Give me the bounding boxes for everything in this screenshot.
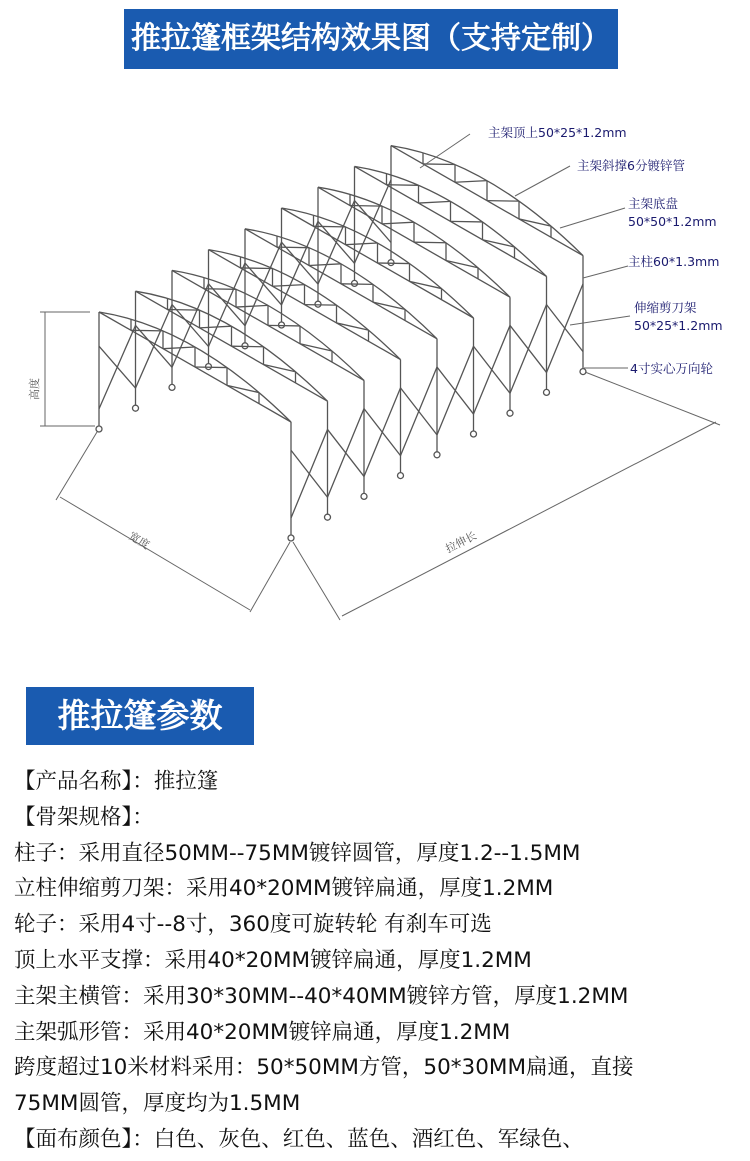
truss-diagonal xyxy=(168,310,200,311)
wheel xyxy=(434,452,440,458)
truss-diagonal xyxy=(455,181,487,183)
title-banner: 推拉篷框架结构效果图（支持定制） xyxy=(124,9,618,69)
truss-diagonal xyxy=(314,226,346,227)
wheel xyxy=(544,389,550,395)
length-dimension-label: 拉伸长 xyxy=(443,529,479,556)
scissor-arm xyxy=(136,305,173,389)
spec-line: 跨度超过10米材料采用：50*50MM方管，50*30MM扁通，直接 xyxy=(14,1055,634,1081)
truss-diagonal xyxy=(305,305,337,306)
scissor-arm xyxy=(209,263,246,347)
label-base-frame: 主架底盘 xyxy=(628,196,679,211)
scissor-arm xyxy=(437,346,474,435)
truss-diagonal xyxy=(346,243,378,245)
scissor-arm xyxy=(245,242,282,326)
truss-diagonal xyxy=(163,347,195,349)
scissor-arm xyxy=(172,284,209,368)
wheel xyxy=(96,426,102,432)
truss-diagonal xyxy=(414,242,446,243)
spec-list xyxy=(14,764,750,1158)
label-scissor-frame-spec: 50*25*1.2mm xyxy=(634,318,723,333)
wheel xyxy=(133,405,139,411)
label-caster-wheel: 4寸实心万向轮 xyxy=(630,361,713,376)
truss-diagonal xyxy=(341,284,373,285)
spec-line: 主架主横管：采用30*30MM--40*40MM镀锌方管，厚度1.2MM xyxy=(14,983,629,1009)
wheel xyxy=(398,473,404,479)
scissor-arm xyxy=(328,409,365,498)
truss-diagonal xyxy=(232,346,264,347)
truss-diagonal xyxy=(277,247,309,248)
truss-diagonal xyxy=(451,221,483,222)
scissor-arm xyxy=(318,201,355,285)
truss-diagonal xyxy=(382,222,414,224)
truss-diagonal xyxy=(419,201,451,203)
scissor-arm xyxy=(510,305,547,394)
width-dimension-label: 宽度 xyxy=(126,529,153,552)
truss-diagonal xyxy=(423,164,455,165)
label-top-beam: 主架顶上50*25*1.2mm xyxy=(488,125,627,140)
label-base-frame-spec: 50*50*1.2mm xyxy=(628,214,717,229)
label-scissor-frame: 伸缩剪刀架 xyxy=(634,300,697,315)
scissor-arm xyxy=(401,367,438,456)
truss-diagonal xyxy=(236,305,268,307)
height-dimension-label: 高度 xyxy=(28,378,41,400)
truss-diagonal xyxy=(268,325,300,326)
truss-diagonal xyxy=(487,201,519,202)
truss-diagonal xyxy=(378,263,410,264)
spec-line: 【面布颜色】：白色、灰色、红色、蓝色、酒红色、军绿色、 xyxy=(14,1126,584,1152)
spec-line: 【产品名称】：推拉篷 xyxy=(14,769,219,794)
scissor-arm xyxy=(282,221,319,305)
truss-diagonal xyxy=(241,268,273,269)
section-title: 推拉篷参数 xyxy=(26,687,254,745)
wheel xyxy=(507,410,513,416)
spec-line: 柱子：采用直径50MM--75MM镀锌圆管，厚度1.2--1.5MM xyxy=(14,840,581,866)
spec-line: 轮子：采用4寸--8寸，360度可旋转轮 有刹车可选 xyxy=(14,912,492,938)
label-main-post: 主柱60*1.3mm xyxy=(628,254,720,269)
wheel xyxy=(471,431,477,437)
truss-diagonal xyxy=(273,285,305,287)
truss-diagonal xyxy=(195,367,227,368)
truss-diagonal xyxy=(204,289,236,290)
scissor-arm xyxy=(355,180,392,263)
dimension-lines xyxy=(40,312,720,620)
wheel xyxy=(169,384,175,390)
truss-diagonal xyxy=(350,206,382,207)
truss-diagonal xyxy=(387,185,419,186)
scissor-arm xyxy=(291,429,328,518)
spec-line: 主架弧形管：采用40*20MM镀锌扁通，厚度1.2MM xyxy=(14,1019,511,1045)
scissor-arm xyxy=(474,325,511,414)
wheel xyxy=(580,369,586,375)
label-diagonal-brace: 主架斜撑6分镀锌管 xyxy=(577,158,685,173)
scissor-arm xyxy=(364,388,401,477)
wheel xyxy=(361,493,367,499)
spec-line: 顶上水平支撑：采用40*20MM镀锌扁通，厚度1.2MM xyxy=(14,947,532,973)
scissor-arm xyxy=(547,284,584,373)
scissor-arm xyxy=(99,325,136,409)
frames xyxy=(96,146,586,541)
truss-diagonal xyxy=(131,330,163,331)
spec-line: 【骨架规格】： xyxy=(14,804,154,830)
frame-structure-diagram xyxy=(0,80,750,660)
spec-line: 立柱伸缩剪刀架：采用40*20MM镀锌扁通，厚度1.2MM xyxy=(14,876,554,902)
wheel xyxy=(325,514,331,520)
truss-diagonal xyxy=(200,326,232,328)
spec-line: 75MM圆管，厚度均为1.5MM xyxy=(14,1091,301,1117)
truss-diagonal xyxy=(309,264,341,266)
wheel xyxy=(288,535,294,541)
